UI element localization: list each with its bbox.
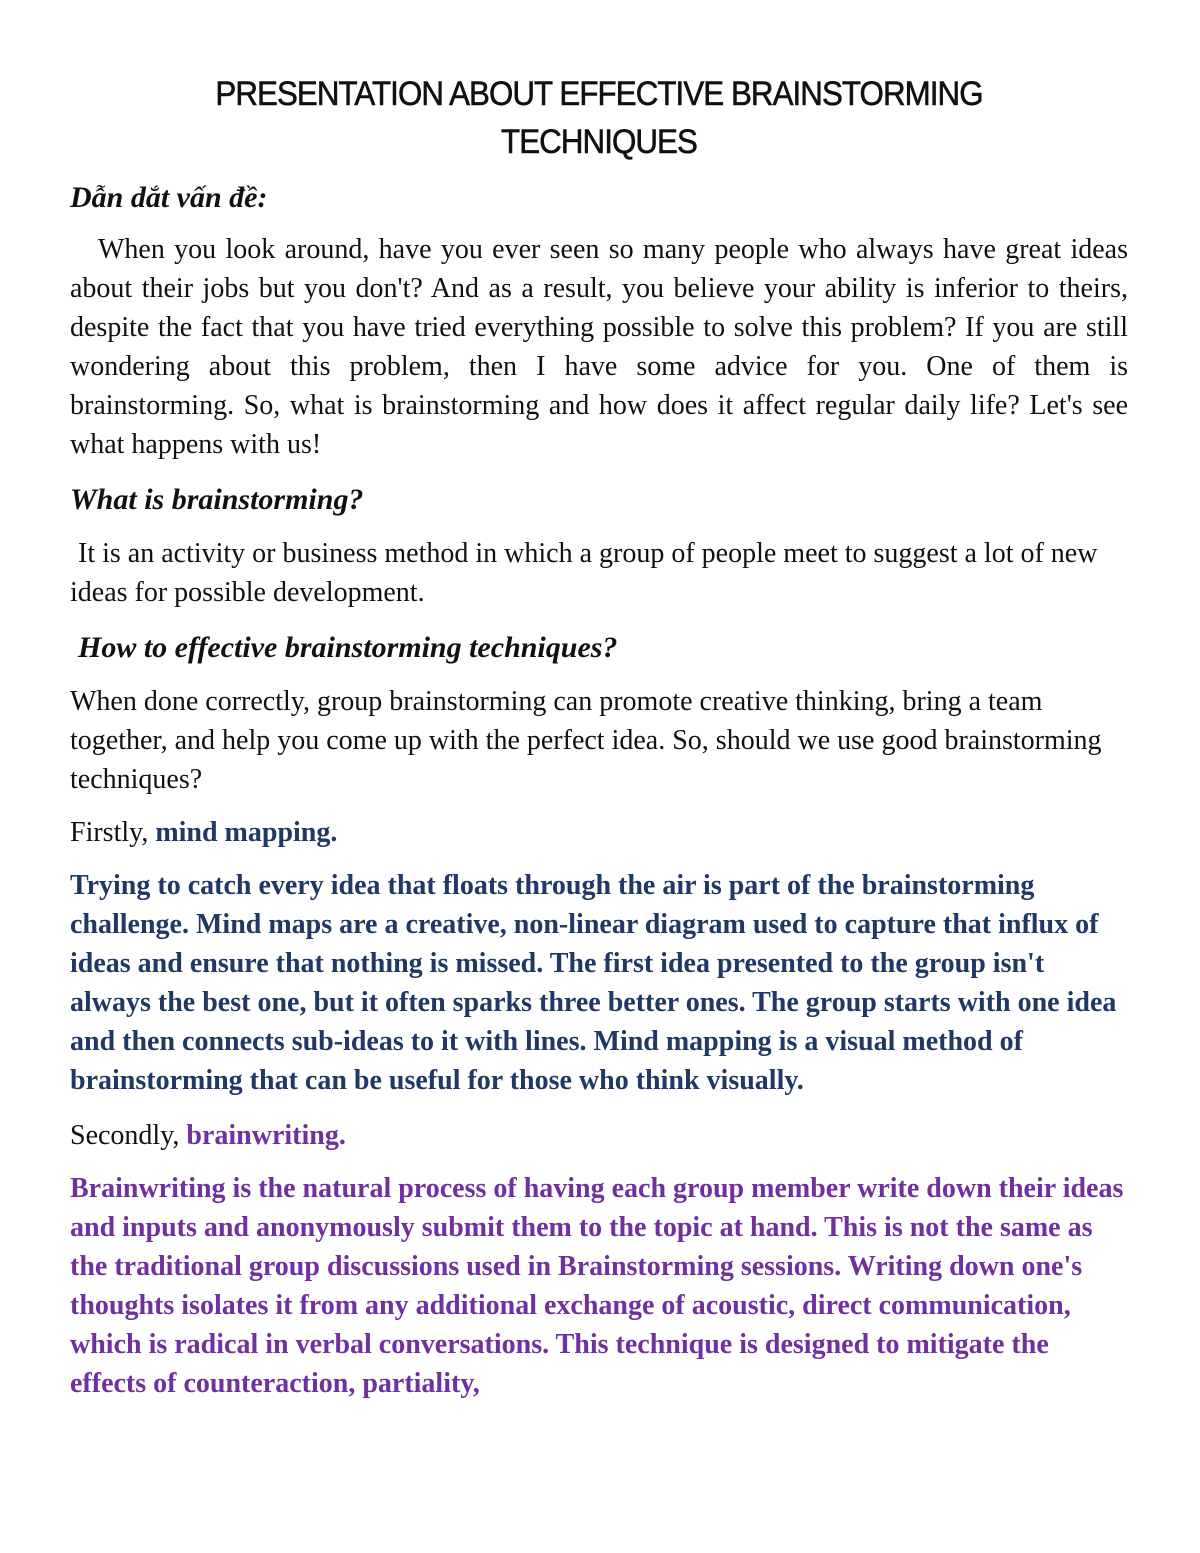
brainwriting-paragraph: Brainwriting is the natural process of having each group member write down their ideas and inputs and anonymously submit them to the topic at hand. This is not the same as the traditional group discussions used in Brainstorming sessions. Writing down one's thoughts isolates it from any additional exchange of acoustic, direct communication, which is radical in verbal conversations. This technique is designed to mitigate the effects of counteraction, partiality, — [70, 1173, 1124, 1399]
intro-heading: Dẫn dắt vấn đề: — [70, 181, 268, 214]
intro-paragraph: When you look around, have you ever seen so many people who always have great ideas about their jobs but you don't? And as a result, you believe your ability is inferior to theirs, despite the fact that you have tried everything possible to solve this problem? If you are still wondering about this problem, then I have some advice for you. One of them is brainstorming. So, what is brainstorming and how does it affect regular daily life? Let's see what happens with us! — [70, 234, 1128, 460]
second-technique-line — [70, 1116, 1128, 1155]
title-line-2: TECHNIQUES — [501, 123, 697, 161]
first-technique-line — [70, 813, 1128, 852]
how-heading: How to effective brainstorming techniques? — [78, 631, 618, 664]
second-technique-name: brainwriting. — [186, 1120, 346, 1151]
what-heading: What is brainstorming? — [70, 483, 364, 516]
title-line-1: PRESENTATION ABOUT EFFECTIVE BRAINSTORMING — [215, 75, 983, 113]
second-lead: Secondly, — [70, 1120, 187, 1151]
first-technique-name: mind mapping. — [155, 817, 338, 848]
document-page — [70, 70, 1128, 1419]
mind-mapping-paragraph: Trying to catch every idea that floats through the air is part of the brainstorming challenge. Mind maps are a creative, non-linear diagram used to capture that influx of ideas and ensure that nothing is missed. The first idea presented to the group isn't always the best one, but it often sparks three better ones. The group starts with one idea and then connects sub-ideas to it with lines. Mind mapping is a visual method of brainstorming that can be useful for those who think visually. — [70, 870, 1117, 1096]
first-lead: Firstly, — [70, 817, 156, 848]
what-paragraph: It is an activity or business method in which a group of people meet to suggest a lot of new ideas for possible development. — [70, 538, 1098, 608]
how-paragraph: When done correctly, group brainstorming can promote creative thinking, bring a team together, and help you come up with the perfect idea. So, should we use good brainstorming techniques? — [70, 686, 1102, 795]
document-title — [112, 70, 1085, 166]
